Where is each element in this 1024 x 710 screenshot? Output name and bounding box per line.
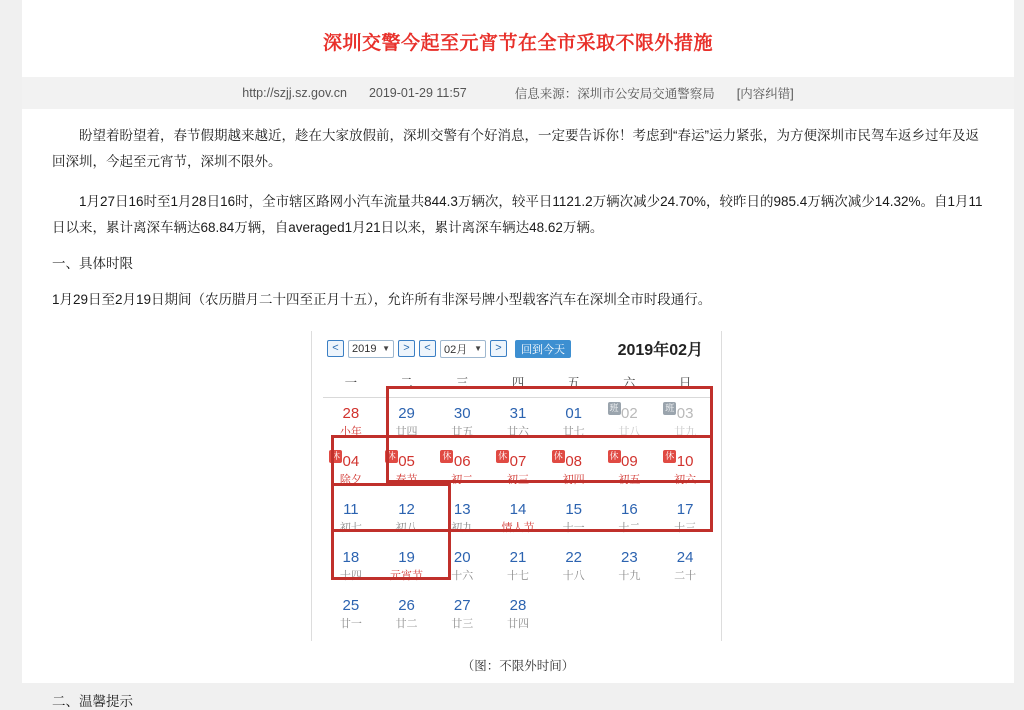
back-to-today-button[interactable]: 回到今天 — [515, 340, 571, 358]
paragraph-1: 盼望着盼望着，春节假期越来越近，趁在大家放假前，深圳交警有个好消息，一定要告诉你！考虑到“春运”运力紧张，为方便深圳市民驾车返乡过年及返回深圳，今起至元宵节，深圳不限外。 — [52, 128, 979, 169]
calendar-cell[interactable] — [490, 590, 546, 638]
article-body — [22, 109, 1014, 313]
paragraph-2: 1月27日16时至1月28日16时，全市辖区路网小汽车流量共844.3万辆次，较平日1121.2万辆次减少24.70%，较昨日的985.4万辆次减少14.32%。自1月11日以来，累计离深车辆达68.84万辆，自averaged1月21日以来，累计离深车辆达48.62万辆。 — [52, 194, 983, 235]
day-lunar-label: 元宵节 — [390, 570, 424, 582]
day-number: 28 — [509, 597, 527, 614]
calendar-cell[interactable] — [379, 590, 435, 638]
day-number: 22 — [565, 549, 582, 566]
day-number: 09 — [621, 453, 638, 470]
day-lunar-label: 二十 — [674, 570, 697, 582]
calendar-day — [657, 398, 713, 446]
calendar-cell[interactable] — [323, 542, 379, 590]
day-lunar-label: 春节 — [395, 474, 418, 486]
calendar-cell[interactable] — [434, 398, 490, 447]
calendar-day — [546, 590, 602, 638]
day-lunar-label: 廿三 — [451, 618, 474, 630]
day-number: 07 — [509, 453, 527, 470]
calendar-cell[interactable] — [657, 398, 713, 447]
day-lunar-label: 初六 — [674, 474, 697, 486]
calendar-day — [323, 398, 379, 446]
calendar-toolbar — [323, 331, 713, 368]
calendar-week-row — [323, 494, 713, 542]
restday-badge: 休 — [498, 451, 508, 461]
month-select[interactable] — [440, 340, 486, 358]
calendar-figure — [22, 331, 1014, 642]
calendar-cell[interactable] — [323, 590, 379, 638]
day-lunar-label: 廿一 — [339, 618, 362, 630]
section-heading-1: 一、具体时限 — [52, 256, 133, 271]
day-lunar-label: 小年 — [339, 426, 362, 438]
calendar-cell[interactable] — [490, 398, 546, 447]
day-number: 04 — [342, 453, 360, 470]
day-number: 11 — [343, 501, 359, 518]
calendar-week-row — [323, 446, 713, 494]
calendar-cell[interactable] — [323, 398, 379, 447]
publish-datetime: 2019-01-29 11:57 — [368, 86, 467, 100]
calendar-cell[interactable] — [490, 446, 546, 494]
restday-badge: 休 — [442, 451, 452, 461]
year-select[interactable] — [348, 340, 394, 358]
source-department: 信息来源：深圳市公安局交通警察局 — [514, 87, 715, 101]
calendar-cell — [546, 590, 602, 638]
day-number: 24 — [676, 549, 694, 566]
calendar-day — [379, 398, 435, 446]
source-url[interactable]: http://szjj.sz.gov.cn — [242, 86, 347, 100]
calendar-grid — [323, 368, 713, 638]
calendar-cell[interactable] — [379, 398, 435, 447]
day-number: 19 — [398, 549, 415, 566]
calendar-day — [323, 590, 379, 638]
calendar-day — [657, 590, 713, 638]
calendar-day — [657, 494, 713, 542]
day-number: 06 — [453, 453, 471, 470]
next-month-button[interactable]: > — [490, 340, 507, 357]
calendar-cell[interactable] — [434, 494, 490, 542]
calendar-day — [546, 446, 602, 494]
calendar-day — [490, 446, 546, 494]
calendar-week-row — [323, 398, 713, 447]
day-lunar-label: 廿二 — [395, 618, 418, 630]
calendar-title: 2019年02月 — [617, 342, 703, 359]
calendar-day — [490, 542, 546, 590]
day-lunar-label: 十六 — [451, 570, 474, 582]
left-gutter — [0, 0, 22, 683]
calendar-day — [657, 542, 713, 590]
calendar-cell[interactable] — [323, 494, 379, 542]
figure-caption: （图：不限外时间） — [461, 659, 575, 673]
day-lunar-label: 十三 — [674, 522, 697, 534]
calendar-body — [323, 398, 713, 639]
calendar-day — [602, 398, 658, 446]
calendar-cell[interactable] — [434, 542, 490, 590]
calendar-cell[interactable] — [323, 446, 379, 494]
day-number: 03 — [676, 405, 694, 422]
workday-badge: 班 — [665, 403, 675, 413]
calendar-day — [602, 494, 658, 542]
calendar-cell[interactable] — [657, 446, 713, 494]
paragraph-3: 1月29日至2月19日期间（农历腊月二十四至正月十五），允许所有非深号牌小型载客汽车在深圳全市时段通行。 — [52, 292, 712, 307]
day-number: 17 — [676, 501, 694, 518]
section-heading-2: 二、温馨提示 — [52, 694, 133, 709]
calendar-day — [434, 398, 490, 446]
day-number: 14 — [509, 501, 527, 518]
restday-badge: 休 — [330, 451, 340, 461]
calendar-cell[interactable] — [379, 446, 435, 494]
day-number: 23 — [621, 549, 638, 566]
day-lunar-label: 廿四 — [395, 426, 418, 438]
weekday-thu: 四 — [490, 368, 546, 398]
weekday-fri: 五 — [546, 368, 602, 398]
calendar-cell[interactable] — [657, 542, 713, 590]
restday-badge: 休 — [553, 451, 563, 461]
day-lunar-label: 十七 — [506, 570, 529, 582]
day-lunar-label: 廿八 — [618, 426, 641, 438]
calendar-day — [323, 446, 379, 494]
calendar-cell[interactable] — [546, 446, 602, 494]
weekday-mon: 一 — [323, 368, 379, 398]
day-number: 10 — [676, 453, 694, 470]
day-lunar-label: 初八 — [395, 522, 418, 534]
day-number: 27 — [453, 597, 471, 614]
content-correction-link[interactable]: [内容纠错] — [736, 87, 794, 101]
day-number: 01 — [565, 405, 582, 422]
day-lunar-label: 十一 — [562, 522, 585, 534]
figure-divider-right — [721, 331, 722, 641]
right-gutter — [1014, 0, 1024, 683]
calendar-day — [602, 590, 658, 638]
calendar-cell[interactable] — [657, 494, 713, 542]
day-number: 28 — [342, 405, 360, 422]
calendar-cell[interactable] — [379, 542, 435, 590]
calendar-cell[interactable] — [546, 398, 602, 447]
day-lunar-label: 廿四 — [506, 618, 529, 630]
day-number: 15 — [565, 501, 582, 518]
figure-divider-left — [311, 331, 312, 641]
calendar-week-row — [323, 542, 713, 590]
calendar-day — [546, 398, 602, 446]
calendar-cell — [602, 590, 658, 638]
page-title: 深圳交警今起至元宵节在全市采取不限外措施 — [322, 33, 713, 54]
weekday-tue: 二 — [379, 368, 435, 398]
calendar-day — [657, 446, 713, 494]
article-content — [22, 0, 1014, 709]
calendar-cell[interactable] — [434, 446, 490, 494]
restday-badge: 休 — [665, 451, 675, 461]
year-select-value: 2019 — [352, 342, 377, 355]
weekday-sun: 日 — [657, 368, 713, 398]
weekday-sat: 六 — [602, 368, 658, 398]
day-number: 29 — [398, 405, 415, 422]
day-number: 21 — [509, 549, 527, 566]
day-number: 18 — [342, 549, 360, 566]
chevron-down-icon: ▼ — [382, 344, 390, 353]
chevron-down-icon: ▼ — [474, 344, 482, 353]
day-number: 20 — [453, 549, 471, 566]
day-lunar-label: 情人节 — [501, 522, 535, 534]
calendar-day — [379, 494, 435, 542]
restday-badge: 休 — [386, 451, 396, 461]
day-number: 30 — [453, 405, 471, 422]
calendar-cell — [657, 590, 713, 638]
calendar-cell[interactable] — [490, 542, 546, 590]
calendar-day — [379, 542, 435, 590]
calendar-weekday-header — [323, 368, 713, 398]
day-number: 13 — [453, 501, 471, 518]
day-number: 08 — [565, 453, 582, 470]
prev-month-button[interactable]: < — [419, 340, 436, 357]
day-lunar-label: 廿七 — [562, 426, 585, 438]
next-year-button[interactable]: > — [398, 340, 415, 357]
day-lunar-label: 十四 — [339, 570, 362, 582]
calendar-cell[interactable] — [434, 590, 490, 638]
day-number: 05 — [398, 453, 415, 470]
calendar-day — [434, 494, 490, 542]
calendar-cell[interactable] — [602, 494, 658, 542]
month-select-value: 02月 — [444, 343, 468, 356]
day-lunar-label: 初三 — [506, 474, 529, 486]
calendar-cell[interactable] — [602, 398, 658, 447]
prev-year-button[interactable]: < — [327, 340, 344, 357]
calendar-cell[interactable] — [602, 542, 658, 590]
day-lunar-label: 廿六 — [506, 426, 529, 438]
day-lunar-label: 廿九 — [674, 426, 697, 438]
day-lunar-label: 初五 — [618, 474, 641, 486]
day-lunar-label: 初四 — [562, 474, 585, 486]
calendar-cell[interactable] — [379, 494, 435, 542]
calendar-day — [379, 590, 435, 638]
calendar-day — [490, 398, 546, 446]
day-number: 25 — [342, 597, 360, 614]
day-number: 31 — [509, 405, 527, 422]
day-lunar-label: 初二 — [451, 474, 474, 486]
day-lunar-label: 十九 — [618, 570, 641, 582]
calendar-day — [490, 590, 546, 638]
day-lunar-label: 初九 — [451, 522, 474, 534]
restday-badge: 休 — [609, 451, 619, 461]
calendar-day — [434, 446, 490, 494]
calendar-week-row — [323, 590, 713, 638]
weekday-wed: 三 — [434, 368, 490, 398]
calendar-day — [323, 542, 379, 590]
calendar-day — [546, 542, 602, 590]
day-lunar-label: 十八 — [562, 570, 585, 582]
workday-badge: 班 — [609, 403, 619, 413]
calendar-cell[interactable] — [546, 542, 602, 590]
calendar-day — [323, 494, 379, 542]
calendar-day — [434, 542, 490, 590]
day-lunar-label: 十二 — [618, 522, 641, 534]
calendar-cell[interactable] — [602, 446, 658, 494]
calendar-cell[interactable] — [490, 494, 546, 542]
day-number: 02 — [621, 405, 638, 422]
calendar-cell[interactable] — [546, 494, 602, 542]
calendar-day — [602, 446, 658, 494]
day-number: 26 — [398, 597, 415, 614]
calendar-day — [434, 590, 490, 638]
day-lunar-label: 廿五 — [451, 426, 474, 438]
calendar-widget — [323, 331, 713, 642]
calendar-day — [490, 494, 546, 542]
calendar-day — [602, 542, 658, 590]
day-number: 16 — [621, 501, 638, 518]
day-number: 12 — [398, 501, 415, 518]
day-lunar-label: 初七 — [339, 522, 362, 534]
day-lunar-label: 除夕 — [339, 474, 362, 486]
calendar-day — [546, 494, 602, 542]
calendar-day — [379, 446, 435, 494]
article-metabar — [22, 77, 1014, 109]
